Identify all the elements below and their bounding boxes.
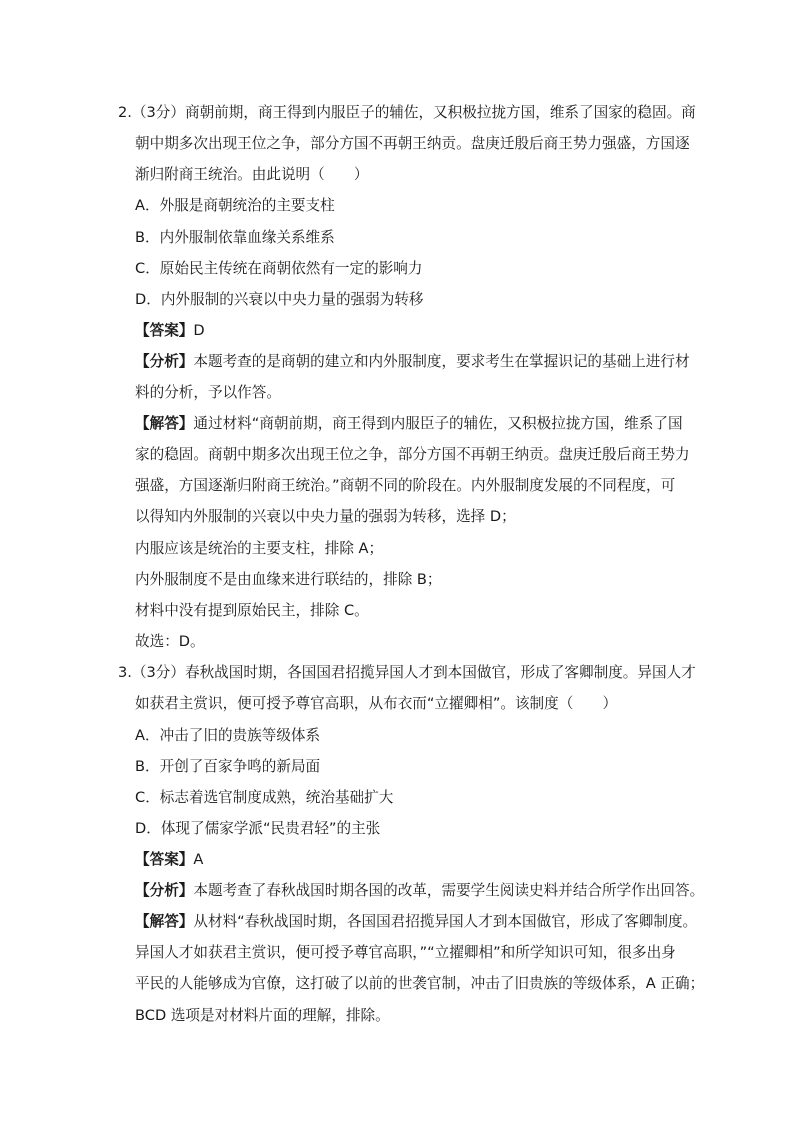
answer-label: 【答案】: [135, 322, 194, 339]
q2-analysis-line-2: 料的分析，予以作答。: [135, 384, 281, 401]
q2-solution-line-2: 家的稳固。商朝中期多次出现王位之争，部分方国不再朝王纳贡。盘庚迁殷后商王势力: [135, 446, 690, 463]
q2-stem-line-1: 2.（3分）商朝前期，商王得到内服臣子的辅佐，又积极拉拢方国，维系了国家的稳固。商: [118, 104, 696, 121]
q3-solution-line-2: 异国人才如获君主赏识，便可授予尊官高职，”“立擢卿相”和所学知识可知，很多出身: [135, 944, 676, 961]
q3-solution-line-3: 平民的人能够成为官僚，这打破了以前的世袭官制，冲击了旧贵族的等级体系，A 正确；: [135, 975, 705, 992]
q2-option-a: A．外服是商朝统治的主要支柱: [135, 197, 335, 214]
answer-value: A: [193, 851, 204, 868]
analysis-label: 【分析】: [135, 353, 194, 370]
answer-label: 【答案】: [135, 851, 194, 868]
q3-stem-line-2: 如获君主赏识，便可授予尊官高职，从布衣而“立擢卿相”。该制度（ ）: [135, 695, 618, 712]
solution-text: 从材料“春秋战国时期，各国国君招揽异国人才到本国做官，形成了客卿制度。: [193, 913, 698, 930]
analysis-label: 【分析】: [135, 882, 194, 899]
q2-stem-line-3: 渐归附商王统治。由此说明（ ）: [135, 166, 369, 183]
q3-option-a: A．冲击了旧的贵族等级体系: [135, 727, 321, 744]
q3-solution-line-1: [135, 912, 697, 932]
q3-option-b: B．开创了百家争鸣的新局面: [135, 758, 321, 775]
q3-option-c: C．标志着选官制度成熟，统治基础扩大: [135, 789, 394, 806]
q2-solution-line-5: 内服应该是统治的主要支柱，排除 A；: [135, 540, 384, 557]
q3-answer: [135, 850, 203, 870]
q2-solution-line-1: [135, 414, 683, 434]
q3-solution-line-4: BCD 选项是对材料片面的理解，排除。: [135, 1007, 390, 1024]
q2-option-d: D．内外服制的兴衰以中央力量的强弱为转移: [135, 291, 424, 308]
solution-label: 【解答】: [135, 415, 194, 432]
q2-option-b: B．内外服制依靠血缘关系维系: [135, 229, 335, 246]
q2-solution-line-7: 材料中没有提到原始民主，排除 C。: [135, 602, 369, 619]
q3-option-d: D．体现了儒家学派“民贵君轻”的主张: [135, 820, 381, 837]
q2-solution-line-3: 强盛，方国逐渐归附商王统治。”商朝不同的阶段在。内外服制度发展的不同程度，可: [135, 477, 676, 494]
q2-analysis-line-1: [135, 352, 690, 372]
answer-value: D: [193, 322, 205, 339]
q3-stem-line-1: 3.（3分）春秋战国时期，各国国君招揽异国人才到本国做官，形成了客卿制度。异国人才: [118, 664, 696, 681]
q2-stem-line-2: 朝中期多次出现王位之争，部分方国不再朝王纳贡。盘庚迁殷后商王势力强盛，方国逐: [135, 135, 690, 152]
solution-label: 【解答】: [135, 913, 194, 930]
analysis-text: 本题考查的是商朝的建立和内外服制度，要求考生在掌握识记的基础上进行材: [193, 353, 690, 370]
q3-analysis-line-1: [135, 881, 704, 901]
q2-solution-line-4: 以得知内外服制的兴衰以中央力量的强弱为转移，选择 D；: [135, 508, 516, 525]
q2-answer: [135, 321, 205, 341]
q2-option-c: C．原始民主传统在商朝依然有一定的影响力: [135, 260, 423, 277]
analysis-text: 本题考查了春秋战国时期各国的改革，需要学生阅读史料并结合所学作出回答。: [193, 882, 705, 899]
solution-text: 通过材料“商朝前期，商王得到内服臣子的辅佐，又积极拉拢方国，维系了国: [193, 415, 683, 432]
q2-solution-line-8: 故选：D。: [135, 633, 205, 650]
q2-solution-line-6: 内外服制度不是由血缘来进行联结的，排除 B；: [135, 571, 442, 588]
